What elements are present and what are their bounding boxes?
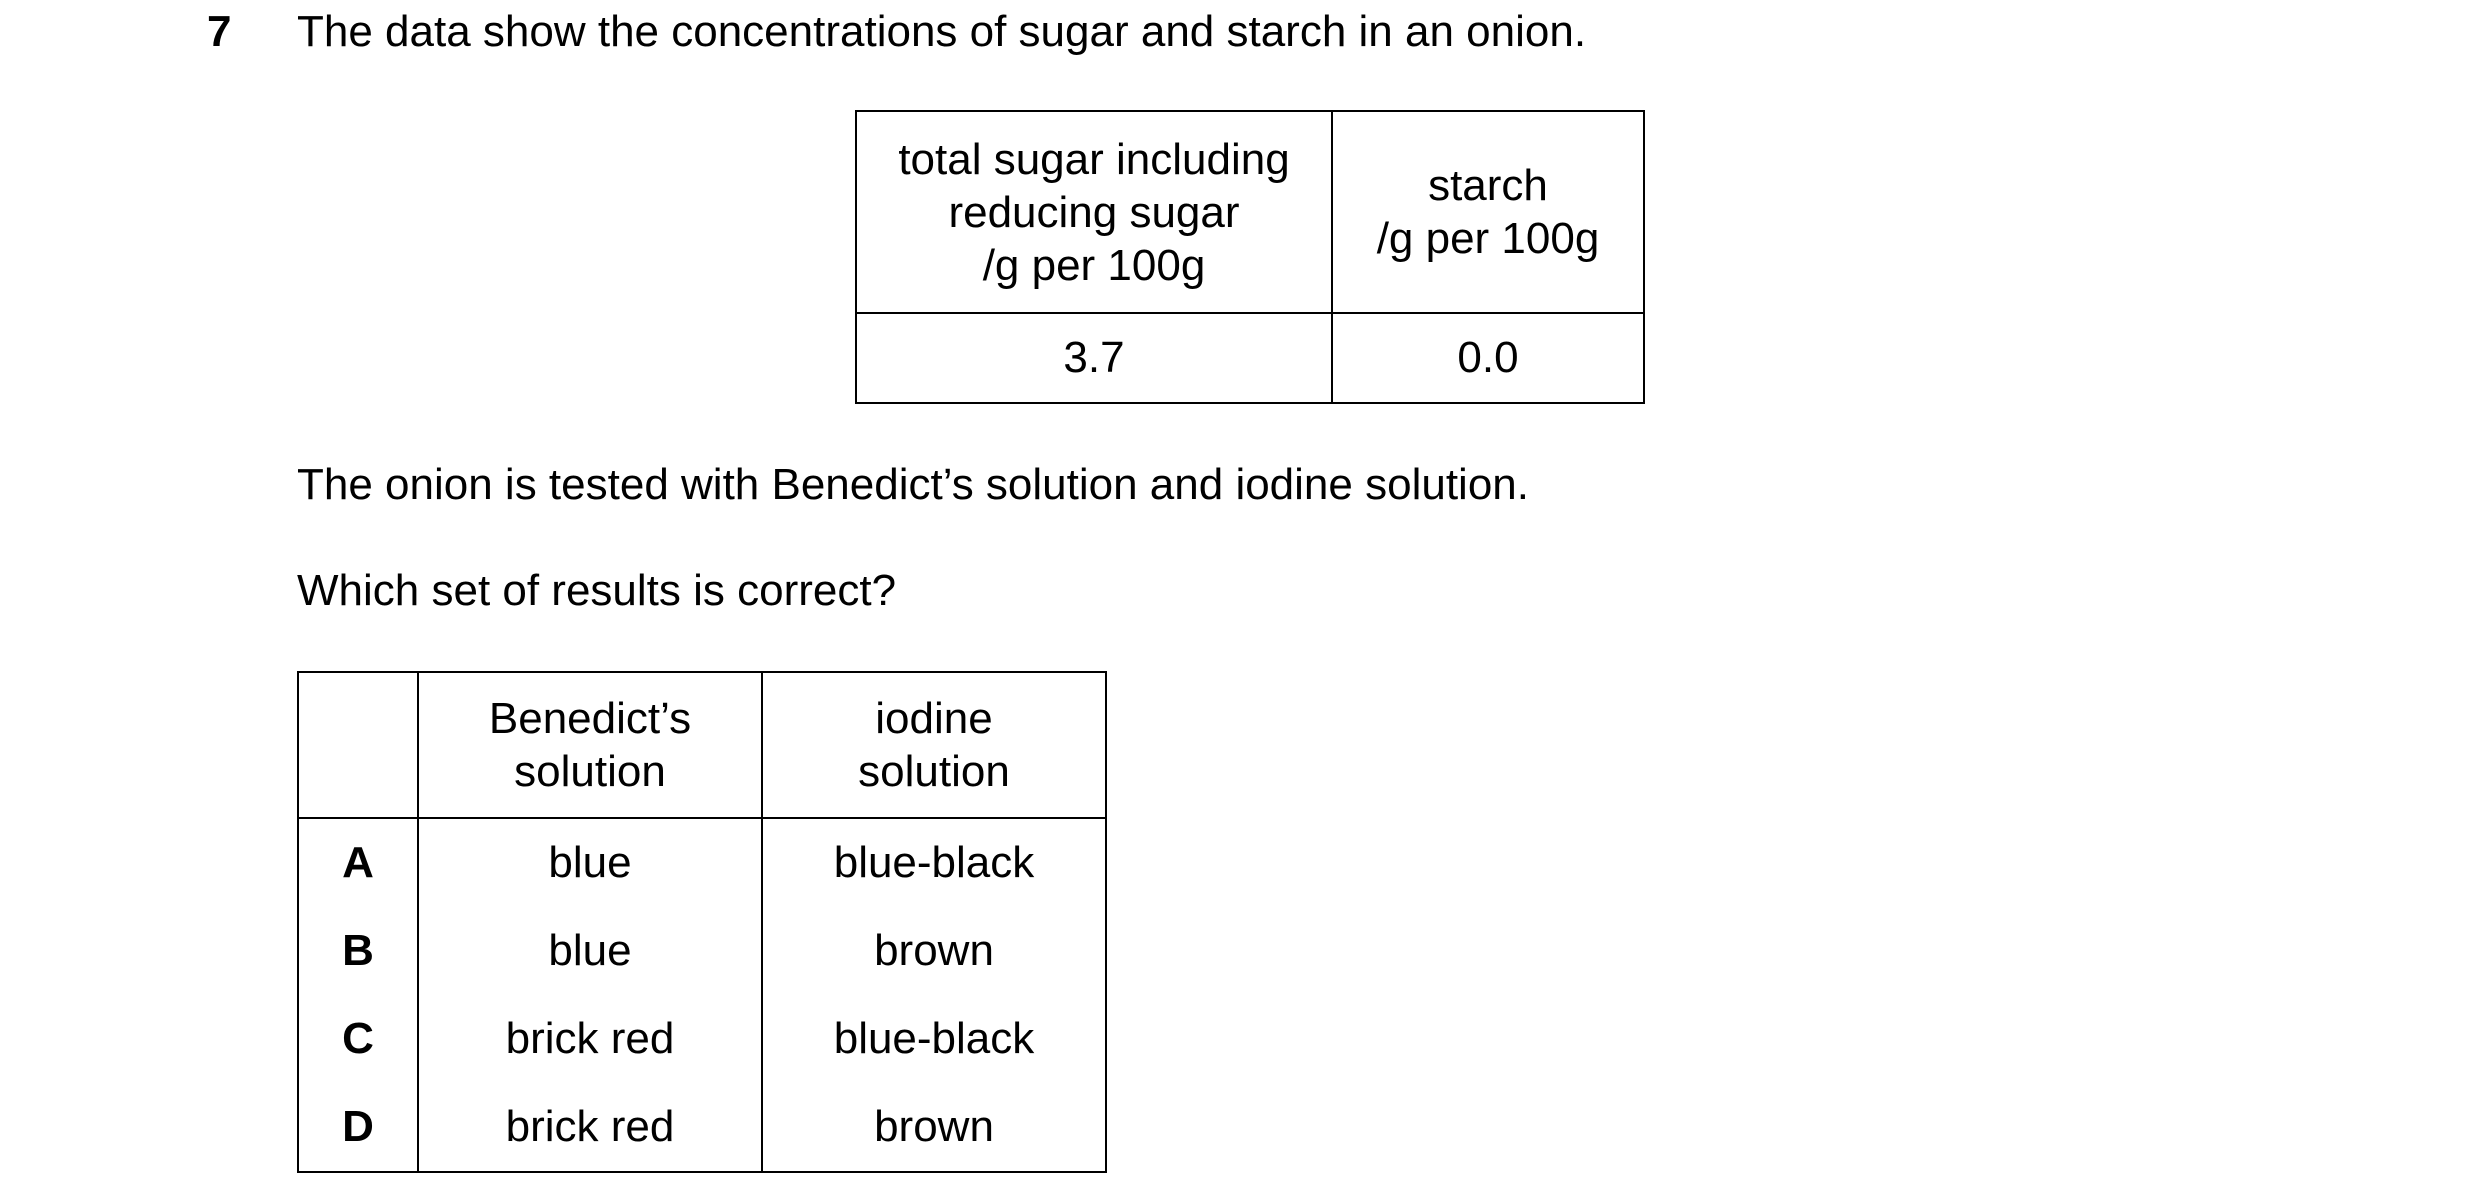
sugar-header-cell bbox=[856, 111, 1332, 313]
option-letter: C bbox=[298, 995, 418, 1083]
option-letter: A bbox=[298, 818, 418, 907]
iodine-header-cell bbox=[762, 672, 1106, 818]
benedicts-result: brick red bbox=[418, 1083, 762, 1172]
concentration-value-row bbox=[856, 313, 1644, 403]
iodine-header: iodine solution bbox=[858, 694, 1010, 796]
option-row-a[interactable] bbox=[298, 818, 1106, 907]
option-row-b[interactable] bbox=[298, 907, 1106, 995]
benedicts-result: blue bbox=[418, 907, 762, 995]
iodine-result: brown bbox=[762, 1083, 1106, 1172]
iodine-result: blue-black bbox=[762, 995, 1106, 1083]
starch-header: starch /g per 100g bbox=[1376, 161, 1600, 263]
concentration-header-row bbox=[856, 111, 1644, 313]
iodine-result: blue-black bbox=[762, 818, 1106, 907]
option-row-c[interactable] bbox=[298, 995, 1106, 1083]
question-number: 7 bbox=[207, 7, 232, 56]
option-row-d[interactable] bbox=[298, 1083, 1106, 1172]
option-letter: B bbox=[298, 907, 418, 995]
question-prompt: Which set of results is correct? bbox=[297, 566, 897, 615]
benedicts-header: Benedict’s solution bbox=[488, 694, 692, 796]
test-description: The onion is tested with Benedict’s solution and iodine solution. bbox=[297, 460, 1529, 509]
concentration-table bbox=[855, 110, 1645, 404]
starch-header-cell bbox=[1332, 111, 1644, 313]
starch-value: 0.0 bbox=[1332, 313, 1644, 403]
iodine-result: brown bbox=[762, 907, 1106, 995]
question-stem: The data show the concentrations of sugar and starch in an onion. bbox=[297, 7, 1587, 56]
sugar-header: total sugar including reducing sugar /g per 100g bbox=[898, 134, 1290, 290]
option-letter-header bbox=[298, 672, 418, 818]
benedicts-result: blue bbox=[418, 818, 762, 907]
benedicts-result: brick red bbox=[418, 995, 762, 1083]
option-letter: D bbox=[298, 1083, 418, 1172]
answer-options-table bbox=[297, 671, 1107, 1173]
options-header-row bbox=[298, 672, 1106, 818]
sugar-value: 3.7 bbox=[856, 313, 1332, 403]
benedicts-header-cell bbox=[418, 672, 762, 818]
